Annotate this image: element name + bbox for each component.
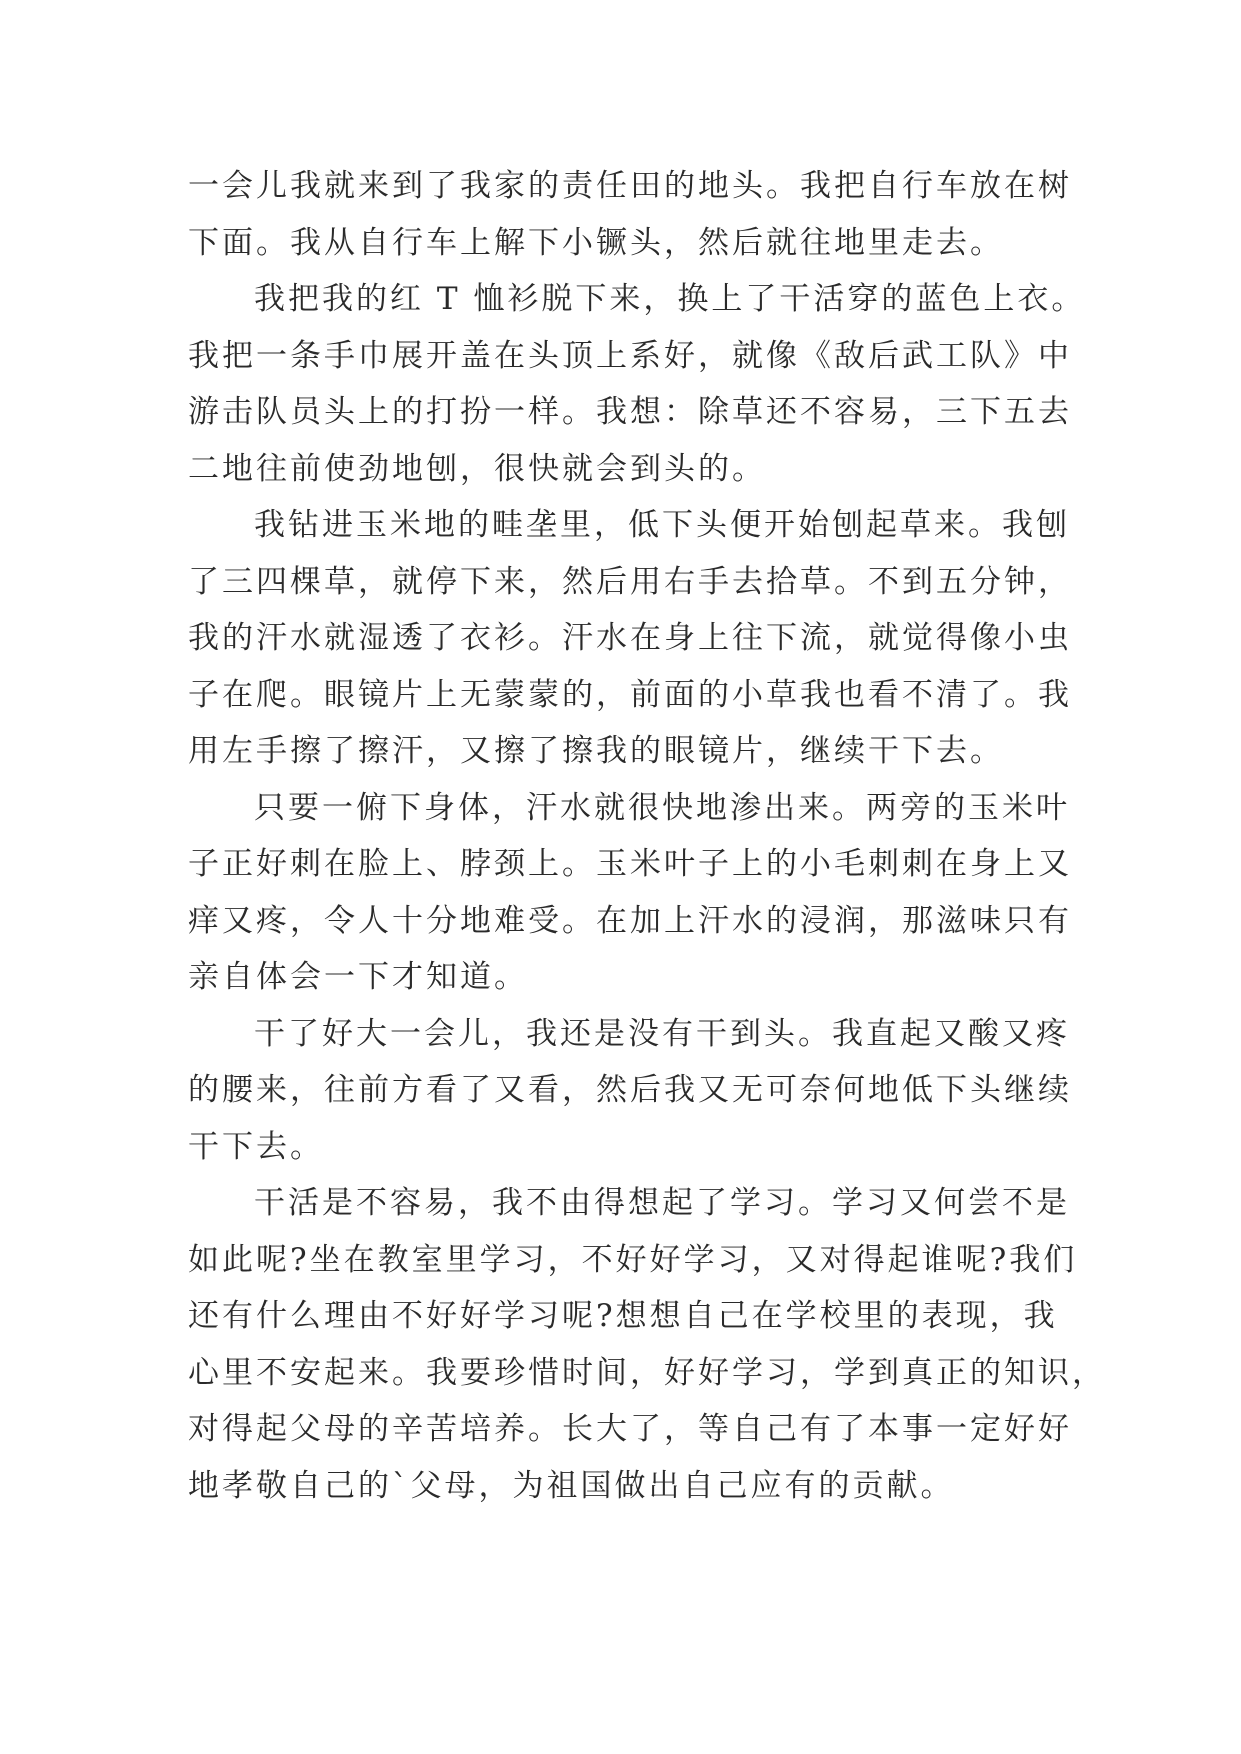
paragraph-2: [188, 271, 1086, 497]
text-line: 下面。我从自行车上解下小镢头，然后就往地里走去。: [188, 224, 1004, 261]
text-line: 的腰来，往前方看了又看，然后我又无可奈何地低下头继续: [188, 1072, 1072, 1108]
paragraph-5: [188, 1006, 1072, 1176]
text-line: 对得起父母的辛苦培养。长大了，等自己有了本事一定好好: [188, 1411, 1072, 1447]
text-line: 我的汗水就湿透了衣衫。汗水在身上往下流，就觉得像小虫: [188, 620, 1072, 656]
text-line: 了三四棵草，就停下来，然后用右手去拾草。不到五分钟，: [188, 563, 1072, 600]
text-line: 痒又疼，令人十分地难受。在加上汗水的浸润，那滋味只有: [188, 902, 1072, 939]
text-line: 用左手擦了擦汗，又擦了擦我的眼镜片，继续干下去。: [188, 733, 1004, 769]
text-line: 亲自体会一下才知道。: [188, 959, 528, 995]
text-line: 干下去。: [188, 1128, 324, 1165]
text-line: 如此呢?坐在教室里学习，不好好学习，又对得起谁呢?我们: [188, 1241, 1078, 1278]
text-line: 心里不安起来。我要珍惜时间，好好学习，学到真正的知识，: [188, 1354, 1106, 1391]
text-line: 只要一俯下身体，汗水就很快地渗出来。两旁的玉米叶: [254, 789, 1070, 826]
text-line: 二地往前使劲地刨，很快就会到头的。: [188, 450, 766, 487]
paragraph-1: [188, 158, 1072, 271]
paragraph-3: [188, 497, 1072, 780]
text-line: 我钻进玉米地的畦垄里，低下头便开始刨起草来。我刨: [254, 507, 1070, 543]
text-line: 子在爬。眼镜片上无蒙蒙的，前面的小草我也看不清了。我: [188, 676, 1072, 713]
text-line: 一会儿我就来到了我家的责任田的地头。我把自行车放在树: [188, 168, 1072, 204]
text-line: 干活是不容易，我不由得想起了学习。学习又何尝不是: [254, 1185, 1070, 1221]
text-line: 干了好大一会儿，我还是没有干到头。我直起又酸又疼: [254, 1015, 1070, 1052]
text-line: 地孝敬自己的`父母，为祖国做出自己应有的贡献。: [188, 1467, 955, 1504]
text-line: 子正好刺在脸上、脖颈上。玉米叶子上的小毛刺刺在身上又: [188, 846, 1072, 882]
paragraph-4: [188, 780, 1072, 1006]
paragraph-6: [188, 1175, 1106, 1514]
text-line: 还有什么理由不好好学习呢?想想自己在学校里的表现，我: [188, 1298, 1058, 1334]
text-line: 游击队员头上的打扮一样。我想：除草还不容易，三下五去: [188, 394, 1072, 430]
body-text: [188, 158, 1106, 1514]
text-line: 我把我的红 T 恤衫脱下来，换上了干活穿的蓝色上衣。: [254, 281, 1086, 317]
text-line: 我把一条手巾展开盖在头顶上系好，就像《敌后武工队》中: [188, 337, 1072, 374]
